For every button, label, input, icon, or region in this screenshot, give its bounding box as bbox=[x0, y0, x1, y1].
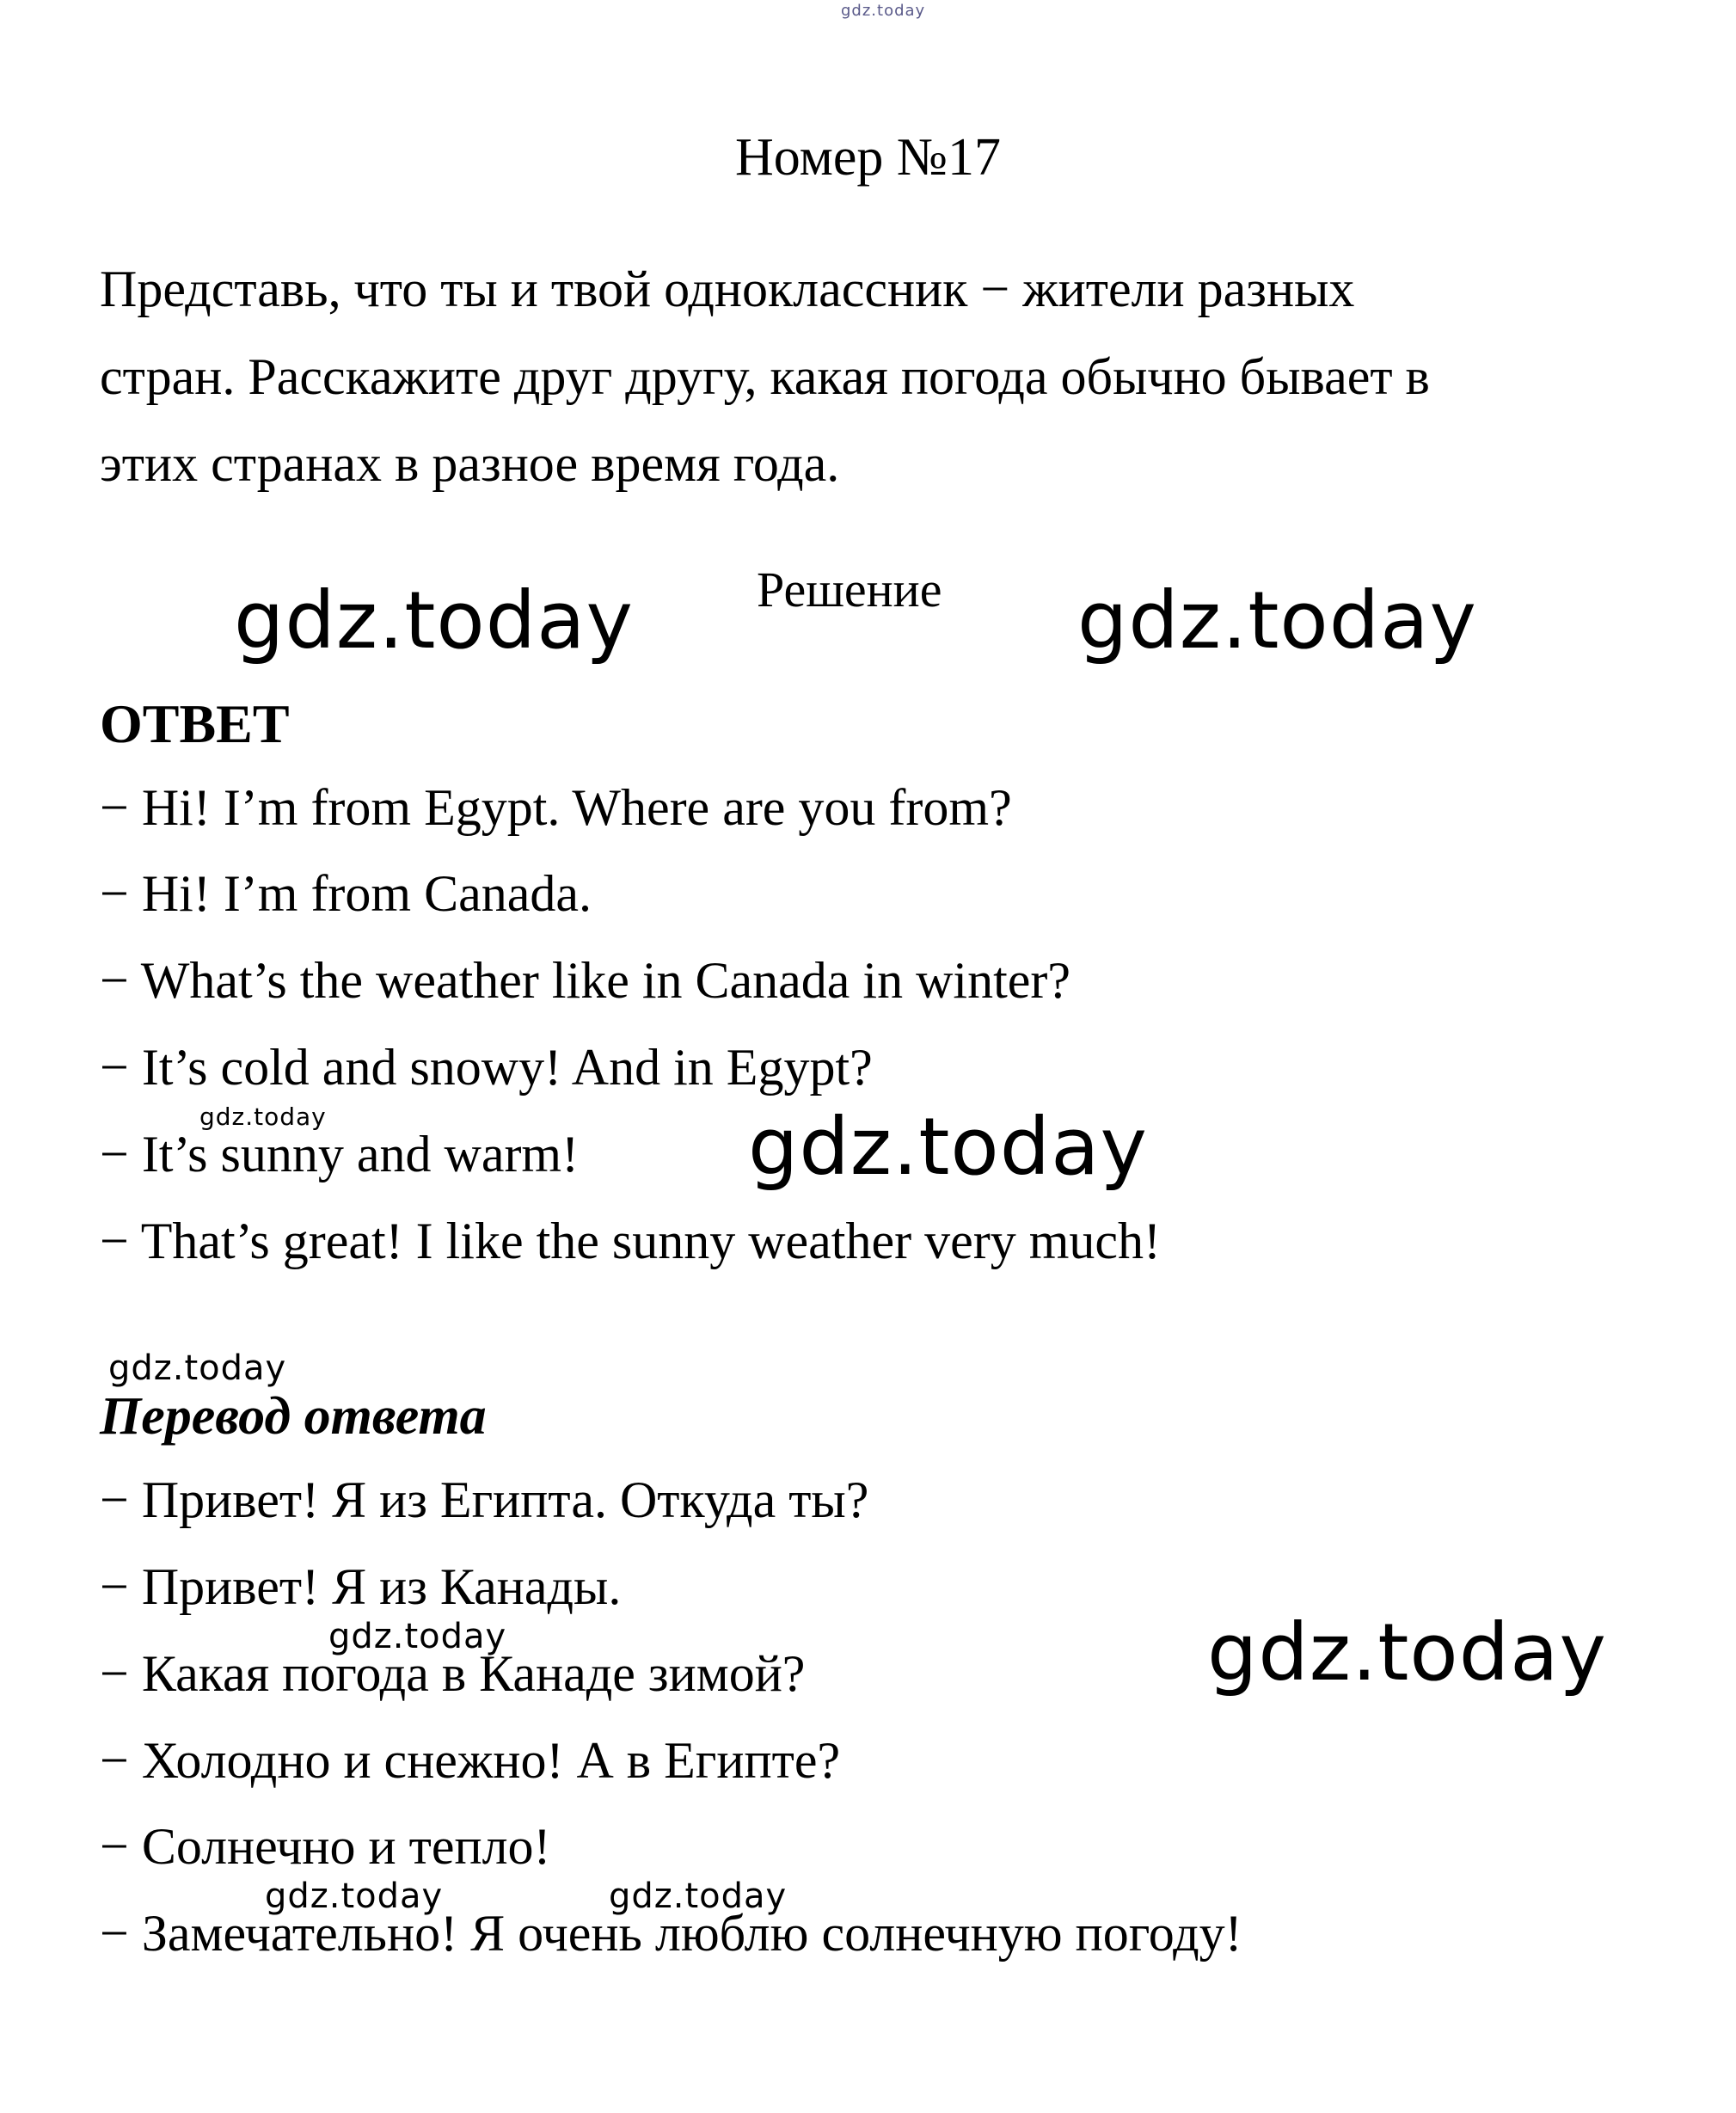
watermark-translation-heading: gdz.today bbox=[108, 1348, 287, 1388]
watermark-left: gdz.today bbox=[234, 574, 634, 666]
watermark-translation-mid: gdz.today bbox=[328, 1617, 507, 1656]
translation-line: − Привет! Я из Канады. bbox=[100, 1558, 622, 1615]
task-line: Представь, что ты и твой одноклассник − жители разных bbox=[100, 261, 1355, 317]
watermark-translation-right: gdz.today bbox=[1207, 1606, 1607, 1698]
translation-line: − Солнечно и тепло! bbox=[100, 1818, 551, 1875]
watermark-right: gdz.today bbox=[1077, 574, 1477, 666]
answer-line: − It’s cold and snowy! And in Egypt? bbox=[100, 1039, 873, 1096]
answer-line: − It’s sunny and warm! bbox=[100, 1126, 580, 1182]
answer-line: − Hi! I’m from Egypt. Where are you from? bbox=[100, 779, 1012, 836]
answer-line: − That’s great! I like the sunny weather very much! bbox=[100, 1213, 1161, 1269]
watermark-bottom-center: gdz.today bbox=[609, 1877, 788, 1916]
answer-line: − What’s the weather like in Canada in winter? bbox=[100, 952, 1071, 1009]
task-line: этих странах в разное время года. bbox=[100, 435, 840, 492]
watermark-bottom-left: gdz.today bbox=[265, 1877, 444, 1916]
page-title: Номер №17 bbox=[734, 128, 1001, 187]
task-line: стран. Расскажите друг другу, какая погода обычно бывает в bbox=[100, 348, 1430, 405]
answer-heading: ОТВЕТ bbox=[100, 693, 290, 754]
watermark-small-answer: gdz.today bbox=[199, 1103, 327, 1131]
translation-heading: Перевод ответа bbox=[100, 1387, 487, 1446]
translation-line: − Замечательно! Я очень люблю солнечную погоду! bbox=[100, 1905, 1242, 1962]
translation-line: − Холодно и снежно! А в Египте? bbox=[100, 1732, 841, 1789]
translation-line: − Привет! Я из Египта. Откуда ты? bbox=[100, 1471, 869, 1528]
translation-line: − Какая погода в Канаде зимой? bbox=[100, 1645, 806, 1702]
watermark-answer: gdz.today bbox=[748, 1101, 1148, 1193]
answer-line: − Hi! I’m from Canada. bbox=[100, 865, 592, 922]
watermark-top: gdz.today bbox=[841, 2, 926, 20]
solution-label: Решение bbox=[757, 562, 942, 617]
